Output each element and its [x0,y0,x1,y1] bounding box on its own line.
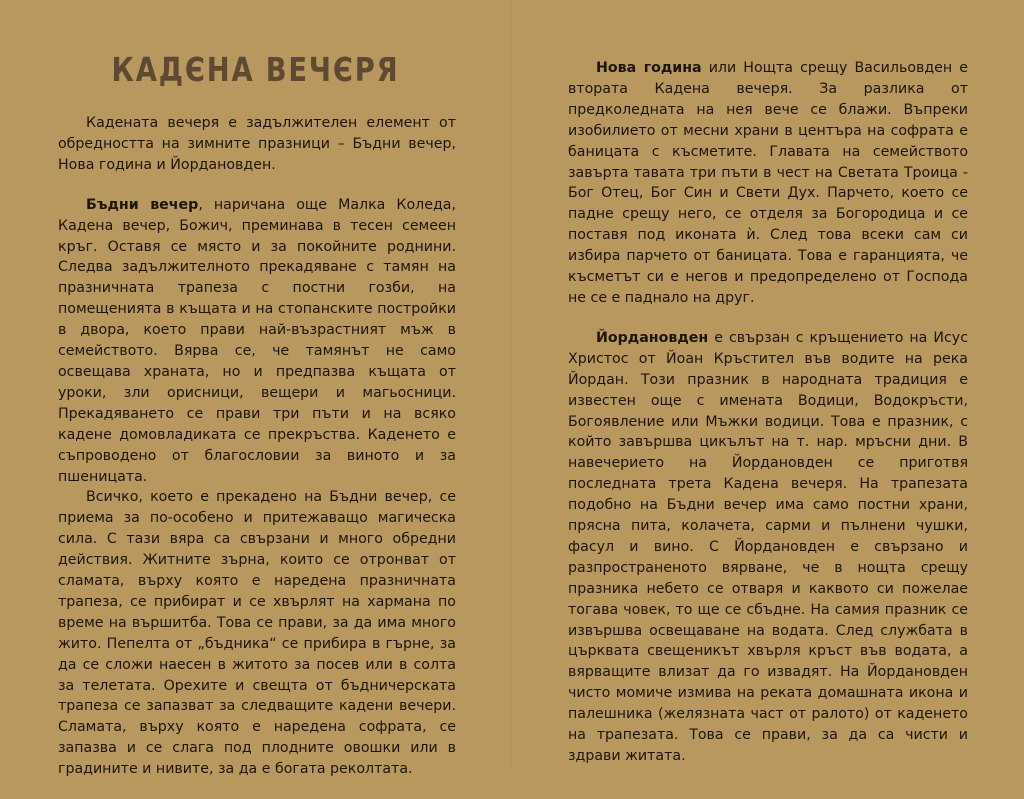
yordanovden-term: Йордановден [596,329,709,346]
nova-godina-term: Нова година [596,60,702,76]
nova-godina-paragraph [568,58,968,309]
nova-godina-text: или Нощта срещу Васильовден е втората Кадена вечеря. За разлика от предколедната на нея вече се блажи. Въпреки изобилието от месни храни в центъра на софрата е баницата с късметите. Главата на семейството завърта тавата три пъти в чест на Светата Троица - Бог Отец, Бог Син и Свети Дух. Парчето, което се падне срещу него, се отделя за Богородица и се поставя под иконата ѝ. След това всеки сам си избира парчето от баницата. Това е гаранцията, че късметът си е негов и предопределено от Господа не се е паднало на друг. [568,60,968,306]
right-page [513,0,1024,769]
intro-paragraph: Кадената вечеря е задължителен елемент от обредността на зимните празници – Бъдни вечер, Нова година и Йордановден. [58,115,456,173]
yordanovden-paragraph [568,328,968,767]
magic-power-paragraph: Всичко, което е прекадено на Бъдни вечер, се приема за по-особено и притежаващо магическа сила. С тази вяра са свързани и много обредни действия. Житните зърна, които се отронват от сламата, върху която е наредена празничната трапеза, се прибират и се хвърлят на хармана по време на вършитба. Това се прави, за да има много жито. Пепелта от „бъдника“ се прибира в гърне, за да се сложи наесен в житото за посев или в солта за телетата. Орехите и свещта от бъдничерската трапеза се запазват за следващите кадени вечери. Сламата, върху която е наредена софрата, се запазва и се слага под плодните овошки или в градините и нивите, за да е богата реколтата. [58,489,456,778]
left-page [0,0,511,778]
left-text-column [58,113,456,799]
badni-vecher-text: , наричана още Малка Коледа, Кадена вечер, Божич, преминава в тесен семеен кръг. Оставя се място и за покойните роднини. Следва задължителното прекадяване с тамян на празничната трапеза с постни гозби, на помещенията в къщата и на стопанските постройки в двора, което прави най-възрастният мъж в семейството. Вярва се, че тамянът не само освещава храната, но и предпазва къщата от уроки, зли орисници, вещери и магьосници. Прекадяването се прави три пъти и на всяко кадене домовладиката се прекръства. Каденето е съпроводено от благословии за виното и за пшеницата. [58,196,456,485]
badni-vecher-paragraph [58,195,456,488]
badni-vecher-term: Бъдни вечер [86,196,199,213]
page-title: КАДЄНА ВЕЧЄРЯ [111,50,400,89]
right-text-column [568,58,968,786]
yordanovden-text: е свързан с кръщението на Исус Христос от Йоан Кръстител във водите на река Йордан. Този празник в народната традиция е известен още с имената Водици, Водокръсти, Богоявление или Мъжки водици. Това е празник, с който завършва цикълът на т. нар. мръсни дни. В навечерието на Йордановден се приготвя последната трета Кадена вечеря. На трапезата подобно на Бъдни вечер има само постни храни, прясна пита, колачета, сарми и пълнени чушки, фасул и вино. С Йордановден е свързано и разпространеното вярване, че в нощта срещу празника небето се отваря и каквото си пожелае тогава човек, то ще се сбъдне. На самия празник се извършва освещаване на водата. След службата в църквата свещеникът хвърля кръст във водата, а вярващите влизат да го извадят. На Йордановден чисто момиче измива на реката домашната икона и палешника (желязната част от ралото) от каденето на трапезата. Това се прави, за да са чисти и здрави житата. [568,329,968,764]
